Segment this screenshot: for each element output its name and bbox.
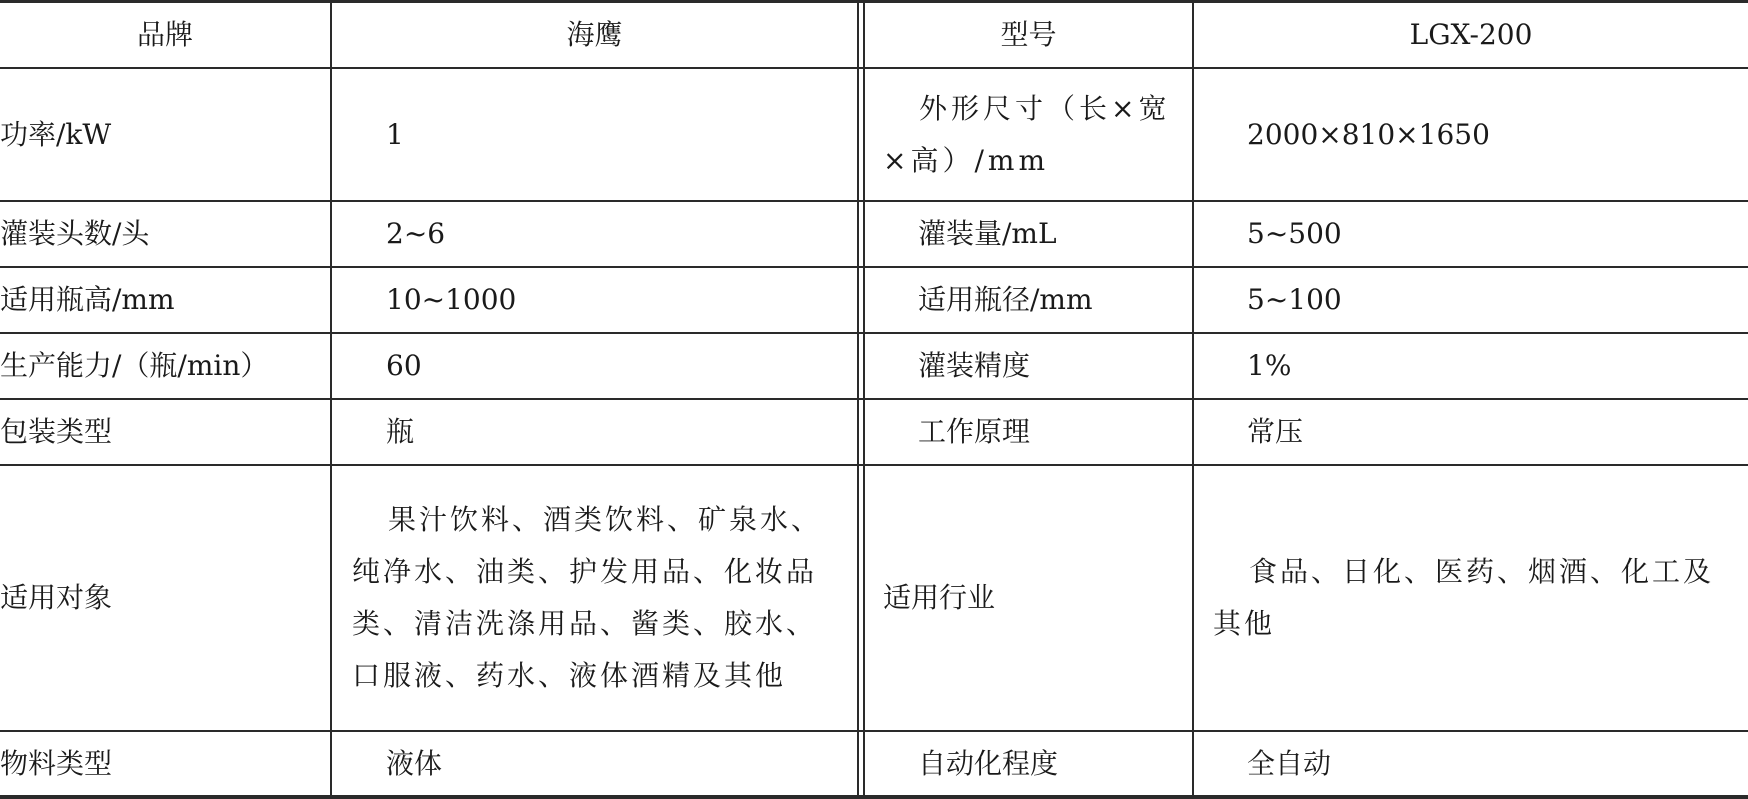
spec-value: 5~100 [1247, 283, 1342, 316]
spec-label: 灌装头数/头 [0, 217, 150, 250]
spec-label: 适用瓶高/mm [0, 283, 175, 316]
spec-label: 物料类型 [0, 746, 113, 780]
spec-value: 10~1000 [386, 283, 517, 316]
spec-value: 液体 [386, 746, 443, 780]
spec-label [883, 69, 1173, 200]
header-brand-label: 品牌 [136, 18, 193, 51]
spec-value: 2~6 [386, 217, 446, 250]
spec-value: 全自动 [1247, 746, 1332, 780]
spec-value-text: 食品、日化、医药、烟酒、化工及其他 [1213, 555, 1715, 640]
spec-label: 工作原理 [918, 415, 1031, 448]
center-double-divider-right [863, 0, 865, 799]
spec-value: 1% [1247, 349, 1292, 382]
spec-value: 60 [386, 349, 422, 382]
spec-label: 灌装精度 [918, 349, 1031, 382]
header-model-value: LGX-200 [1409, 18, 1533, 51]
header-brand-value: 海鹰 [566, 18, 623, 51]
center-double-divider-left [857, 0, 859, 799]
spec-label: 包装类型 [0, 415, 113, 448]
spec-label: 功率/kW [0, 117, 112, 151]
spec-label-text: 外形尺寸（长×宽×高）/mm [883, 91, 1171, 177]
spec-label: 适用瓶径/mm [918, 283, 1093, 316]
spec-value [1213, 466, 1738, 730]
col-divider [1192, 0, 1194, 799]
table-bottom-rule [0, 795, 1748, 799]
spec-value: 2000×810×1650 [1247, 117, 1490, 151]
spec-label: 适用行业 [883, 581, 996, 614]
spec-value: 1 [386, 117, 404, 151]
spec-value: 常压 [1247, 415, 1304, 448]
col-divider [330, 0, 332, 799]
spec-value: 瓶 [386, 415, 415, 448]
spec-value: 5~500 [1247, 217, 1342, 250]
spec-label: 灌装量/mL [918, 217, 1057, 250]
spec-label: 生产能力/（瓶/min） [0, 349, 269, 382]
spec-label: 自动化程度 [918, 746, 1059, 780]
spec-value-text: 果汁饮料、酒类饮料、矿泉水、纯净水、油类、护发用品、化妆品类、清洁洗涤用品、酱类、胶水、口服液、药水、液体酒精及其他 [352, 503, 823, 692]
spec-label: 适用对象 [0, 581, 113, 614]
header-model-label: 型号 [1000, 18, 1057, 51]
spec-value [352, 466, 847, 730]
